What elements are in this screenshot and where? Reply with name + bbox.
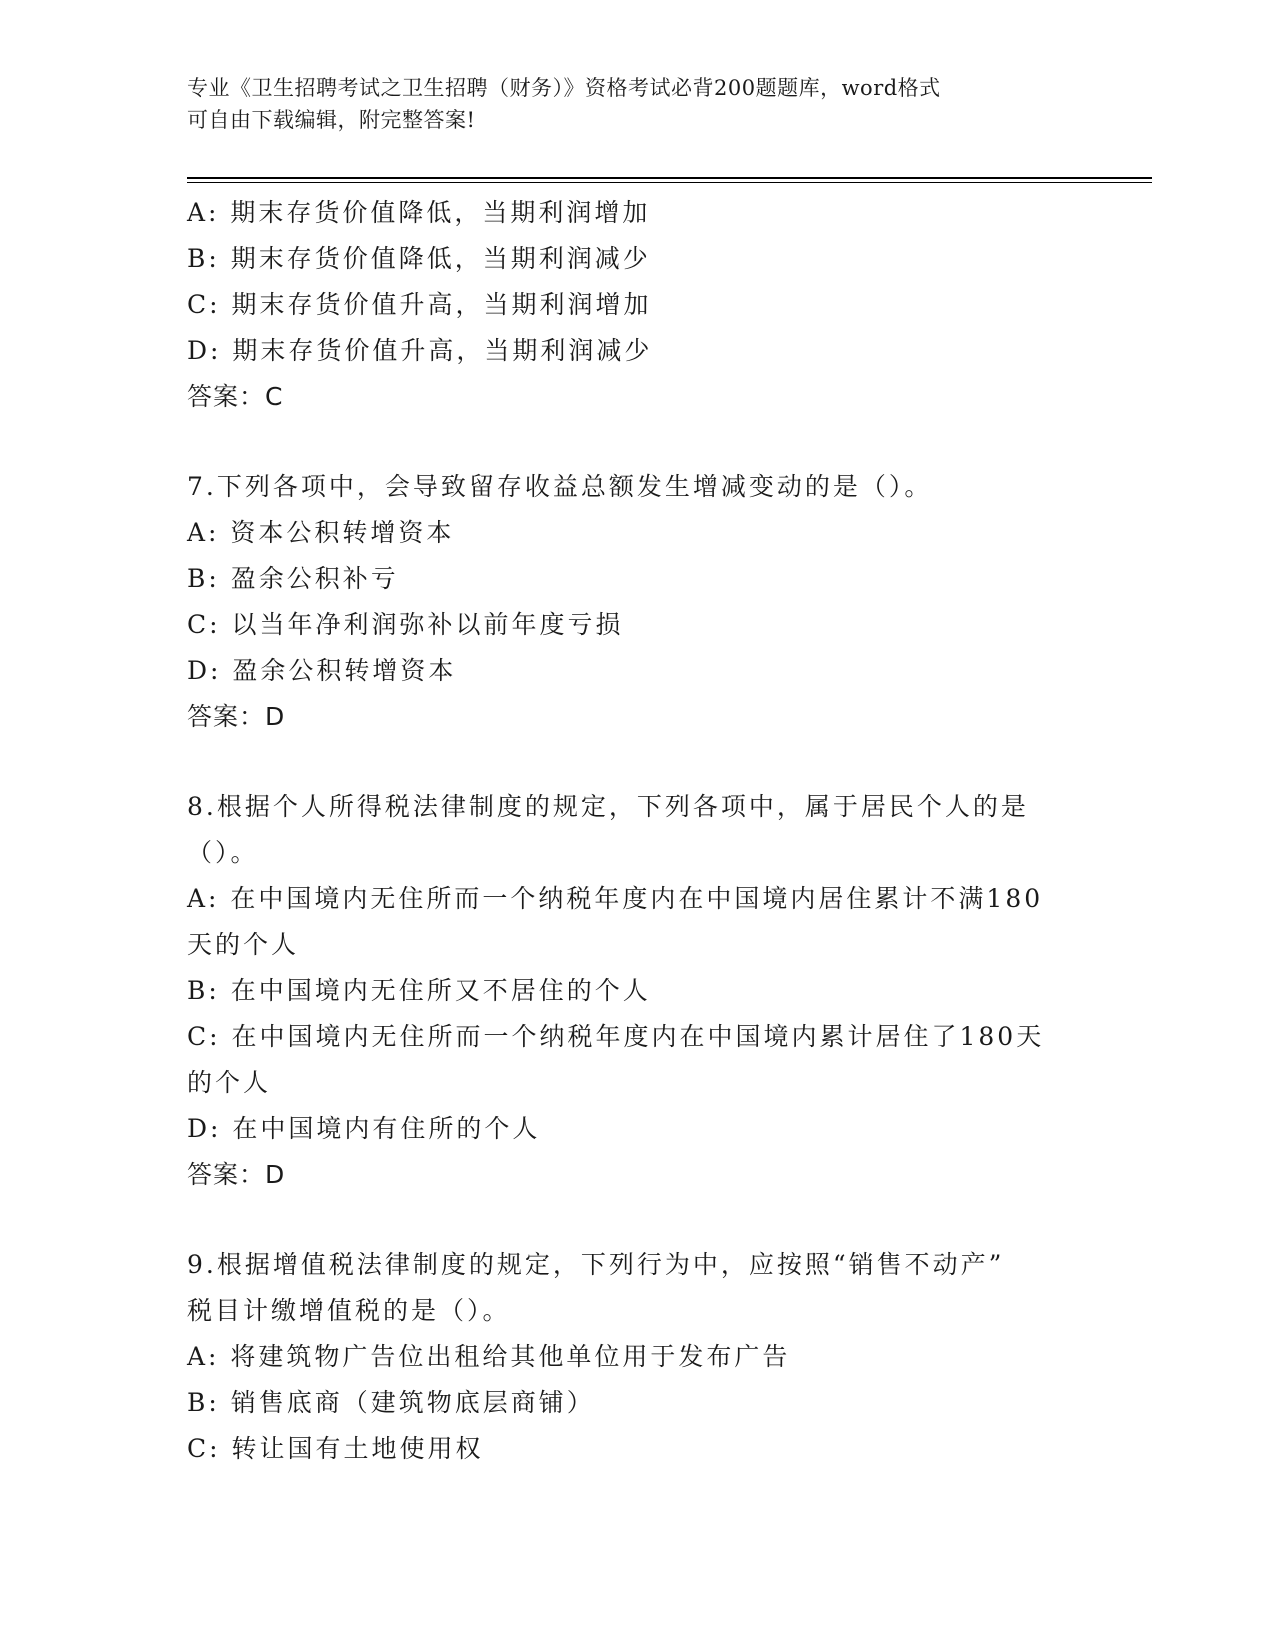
option-a: A: 期末存货价值降低，当期利润增加 (187, 198, 651, 227)
question-text: 7.下列各项中，会导致留存收益总额发生增减变动的是（）。 (187, 472, 933, 501)
question-8 (187, 784, 1087, 1198)
header-divider-thick (187, 177, 1152, 179)
option-a-line-1: A: 在中国境内无住所而一个纳税年度内在中国境内居住累计不满180 (187, 884, 1044, 913)
question-text-line-2: （）。 (187, 838, 259, 867)
option-d: D: 在中国境内有住所的个人 (187, 1114, 541, 1143)
answer-line: 答案：D (187, 702, 286, 731)
question-6 (187, 190, 1087, 420)
answer-line: 答案：D (187, 1160, 286, 1189)
document-header (187, 72, 1067, 136)
option-c: C: 转让国有土地使用权 (187, 1434, 484, 1463)
question-text-line-2: 税目计缴增值税的是（）。 (187, 1296, 511, 1325)
question-text-line-1: 9.根据增值税法律制度的规定，下列行为中，应按照“销售不动产” (187, 1250, 1005, 1279)
option-d: D: 盈余公积转增资本 (187, 656, 457, 685)
option-b: B: 期末存货价值降低，当期利润减少 (187, 244, 651, 273)
header-line-2: 可自由下载编辑，附完整答案! (187, 108, 476, 132)
spacer (187, 1198, 1087, 1242)
option-b: B: 销售底商（建筑物底层商铺） (187, 1388, 595, 1417)
question-9 (187, 1242, 1087, 1472)
option-a-line-2: 天的个人 (187, 930, 300, 959)
option-d: D: 期末存货价值升高，当期利润减少 (187, 336, 653, 365)
answer-line: 答案：C (187, 382, 284, 411)
question-list (187, 190, 1087, 1472)
option-b: B: 在中国境内无住所又不居住的个人 (187, 976, 651, 1005)
option-c: C: 期末存货价值升高，当期利润增加 (187, 290, 652, 319)
option-c-line-2: 的个人 (187, 1068, 272, 1097)
option-c-line-1: C: 在中国境内无住所而一个纳税年度内在中国境内累计居住了180天 (187, 1022, 1045, 1051)
option-a: A: 将建筑物广告位出租给其他单位用于发布广告 (187, 1342, 791, 1371)
question-text-line-1: 8.根据个人所得税法律制度的规定，下列各项中，属于居民个人的是 (187, 792, 1029, 821)
spacer (187, 740, 1087, 784)
question-7 (187, 464, 1087, 740)
spacer (187, 420, 1087, 464)
header-line-1: 专业《卫生招聘考试之卫生招聘（财务）》资格考试必背200题题库，word格式 (187, 76, 941, 100)
option-a: A: 资本公积转增资本 (187, 518, 455, 547)
option-c: C: 以当年净利润弥补以前年度亏损 (187, 610, 624, 639)
header-divider-thin (187, 182, 1152, 183)
option-b: B: 盈余公积补亏 (187, 564, 399, 593)
